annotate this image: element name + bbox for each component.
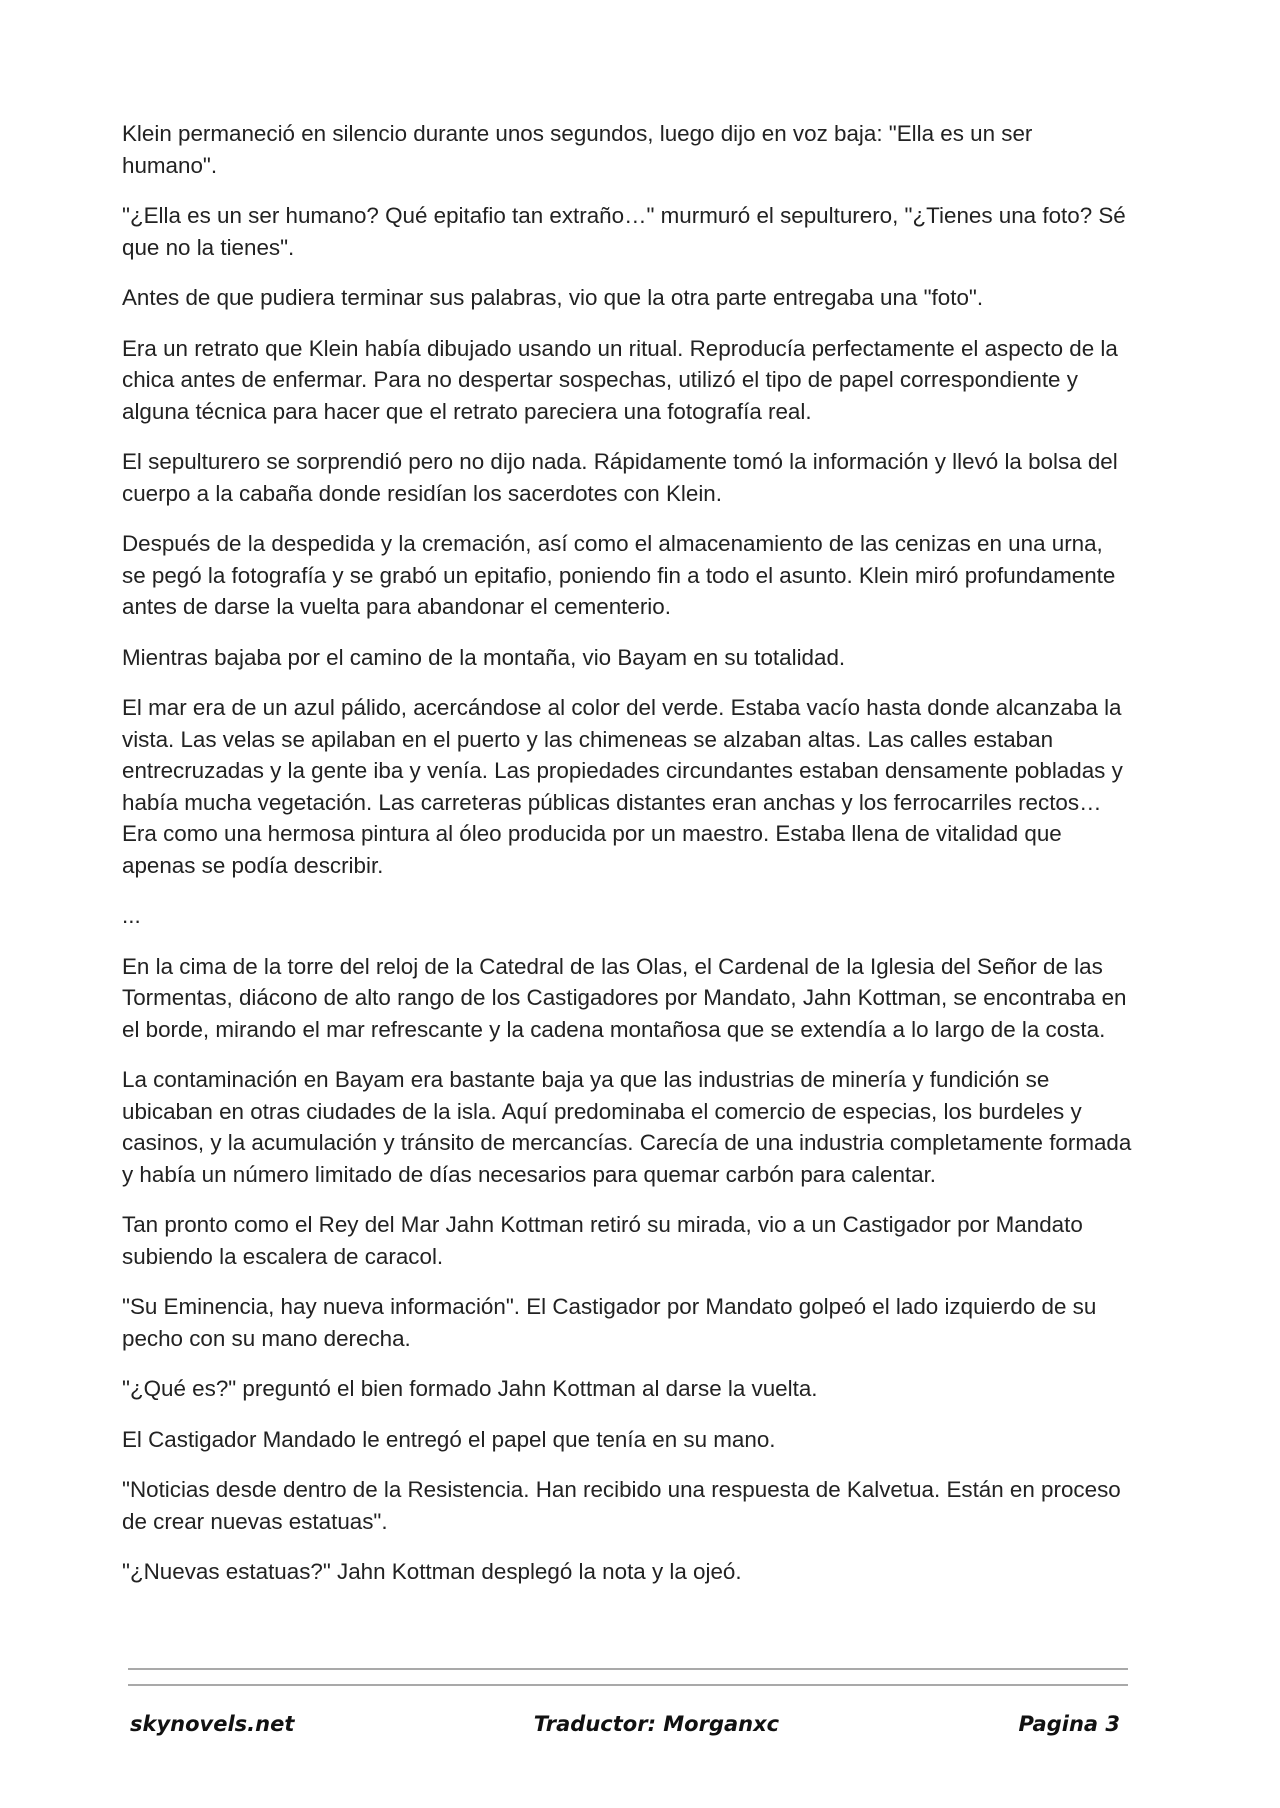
footer-page-number: Pagina 3 <box>1018 1712 1120 1736</box>
footer-rule-top <box>128 1668 1128 1670</box>
document-body <box>122 118 1132 1607</box>
paragraph: Mientras bajaba por el camino de la montaña, vio Bayam en su totalidad. <box>122 644 846 670</box>
paragraph: El sepulturero se sorprendió pero no dijo nada. Rápidamente tomó la información y llevó la bolsa del cuerpo a la cabaña donde residían los sacerdotes con Klein. <box>122 449 1118 506</box>
paragraph: En la cima de la torre del reloj de la Catedral de las Olas, el Cardenal de la Iglesia del Señor de las Tormentas, diácono de alto rango de los Castigadores por Mandato, Jahn Kottman, se encontraba en el borde, mirando el mar refrescante y la cadena montañosa que se extendía a lo largo de la costa. <box>122 953 1127 1042</box>
footer-site: skynovels.net <box>130 1712 295 1736</box>
footer-rule-bottom <box>128 1684 1128 1686</box>
footer-translator: Traductor: Morganxc <box>533 1712 780 1736</box>
paragraph: Tan pronto como el Rey del Mar Jahn Kottman retiró su mirada, vio a un Castigador por Mandato subiendo la escalera de caracol. <box>122 1212 1083 1269</box>
paragraph: La contaminación en Bayam era bastante baja ya que las industrias de minería y fundición se ubicaban en otras ciudades de la isla. Aquí predominaba el comercio de especias, los burdeles y casinos, y la acumulación y tránsito de mercancías. Carecía de una industria completamente formada y había un número limitado de días necesarios para quemar carbón para calentar. <box>122 1067 1132 1187</box>
paragraph: El mar era de un azul pálido, acercándose al color del verde. Estaba vacío hasta donde alcanzaba la vista. Las velas se apilaban en el puerto y las chimeneas se alzaban altas. Las calles estaban entrecruzadas y la gente iba y venía. Las propiedades circundantes estaban densamente pobladas y había mucha vegetación. Las carreteras públicas distantes eran anchas y los ferrocarriles rectos… Era como una hermosa pintura al óleo producida por un maestro. Estaba llena de vitalidad que apenas se podía describir. <box>122 695 1123 878</box>
footer-divider <box>128 1668 1128 1700</box>
paragraph: Klein permaneció en silencio durante unos segundos, luego dijo en voz baja: "Ella es un ser humano". <box>122 121 1033 178</box>
paragraph: "¿Qué es?" preguntó el bien formado Jahn Kottman al darse la vuelta. <box>122 1376 818 1401</box>
paragraph: "Noticias desde dentro de la Resistencia. Han recibido una respuesta de Kalvetua. Están en proceso de crear nuevas estatuas". <box>122 1477 1121 1534</box>
paragraph: Era un retrato que Klein había dibujado usando un ritual. Reproducía perfectamente el aspecto de la chica antes de enfermar. Para no despertar sospechas, utilizó el tipo de papel correspondiente y alguna técnica para hacer que el retrato pareciera una fotografía real. <box>122 335 1118 424</box>
paragraph: "¿Nuevas estatuas?" Jahn Kottman desplegó la nota y la ojeó. <box>122 1559 742 1584</box>
paragraph: "¿Ella es un ser humano? Qué epitafio tan extraño…" murmuró el sepulturero, "¿Tienes una foto? Sé que no la tienes". <box>122 203 1126 260</box>
paragraph: Después de la despedida y la cremación, así como el almacenamiento de las cenizas en una urna, se pegó la fotografía y se grabó un epitafio, poniendo fin a todo el asunto. Klein miró profundamente antes de darse la vuelta para abandonar el cementerio. <box>122 531 1116 619</box>
paragraph: El Castigador Mandado le entregó el papel que tenía en su mano. <box>122 1426 776 1452</box>
paragraph: Antes de que pudiera terminar sus palabras, vio que la otra parte entregaba una "foto". <box>122 285 984 310</box>
paragraph: "Su Eminencia, hay nueva información". El Castigador por Mandato golpeó el lado izquierdo de su pecho con su mano derecha. <box>122 1294 1097 1351</box>
scene-break: ... <box>122 903 141 928</box>
page-footer <box>130 1712 1120 1736</box>
